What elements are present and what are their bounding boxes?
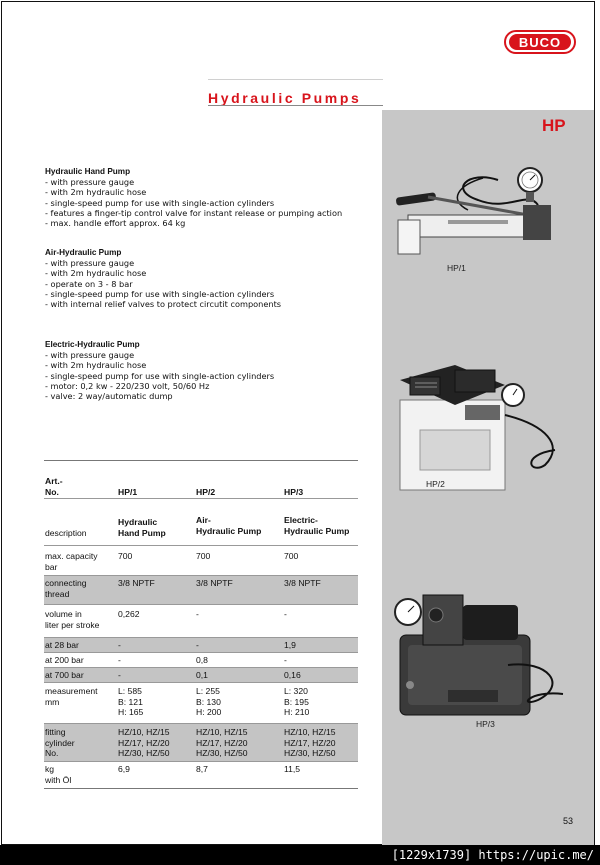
table-cell: HP/1 <box>118 487 138 497</box>
table-cell: - <box>118 640 121 650</box>
table-cell: HZ/10, HZ/15 HZ/17, HZ/20 HZ/30, HZ/50 <box>196 727 248 758</box>
title-rule <box>208 105 383 106</box>
table-cell: at 700 bar <box>45 670 84 680</box>
table-cell: - <box>284 655 287 665</box>
table-row <box>44 683 358 724</box>
watermark-text[interactable]: [1229x1739] https://upic.me/ <box>391 848 594 862</box>
feature-item: - with internal relief valves to protect circutit components <box>45 299 282 310</box>
table-row <box>44 461 358 499</box>
caption-hp3: HP/3 <box>476 719 495 729</box>
svg-text:BUCO: BUCO <box>518 35 562 50</box>
table-cell: Hydraulic Hand Pump <box>118 517 166 538</box>
table-cell: volume in liter per stroke <box>45 609 100 630</box>
table-cell: measurement mm <box>45 686 98 707</box>
table-cell: 11,5 <box>284 764 301 774</box>
feature-item: - with pressure gauge <box>45 258 135 269</box>
table-row <box>44 638 358 653</box>
table-cell: HP/3 <box>284 487 304 497</box>
table-row <box>44 605 358 638</box>
product-electric-pump <box>45 340 274 401</box>
feature-item: - with 2m hydraulic hose <box>45 360 147 371</box>
table-row <box>44 499 358 546</box>
electric-hydraulic-pump-photo <box>388 590 578 725</box>
product-air-pump <box>45 248 281 309</box>
product-heading: Hydraulic Hand Pump <box>45 167 131 176</box>
table-cell: - <box>284 609 287 619</box>
feature-item: - with pressure gauge <box>45 177 135 188</box>
table-cell: kg with Öl <box>45 764 72 785</box>
table-cell: 1,9 <box>284 640 296 650</box>
table-cell: 8,7 <box>196 764 208 774</box>
table-cell: at 200 bar <box>45 655 84 665</box>
air-hydraulic-pump-photo <box>395 355 575 495</box>
table-cell: 700 <box>118 551 133 561</box>
table-cell: connecting thread <box>45 578 87 599</box>
table-cell: Art.- No. <box>45 476 63 497</box>
table-cell: - <box>196 609 199 619</box>
title-top-rule <box>208 79 383 80</box>
feature-item: - with 2m hydraulic hose <box>45 187 147 198</box>
table-cell: L: 585 B: 121 H: 165 <box>118 686 144 717</box>
table-cell: 0,16 <box>284 670 301 680</box>
watermark-bar <box>0 845 600 865</box>
table-cell: 3/8 NPTF <box>196 578 233 588</box>
table-cell: 0,1 <box>196 670 208 680</box>
feature-item: - valve: 2 way/automatic dump <box>45 391 173 402</box>
feature-item: - single-speed pump for use with single-action cylinders <box>45 370 275 381</box>
page-number: 53 <box>563 816 574 826</box>
caption-hp1: HP/1 <box>447 263 466 273</box>
table-cell: 700 <box>196 551 211 561</box>
spec-table <box>44 460 358 789</box>
feature-item: - with 2m hydraulic hose <box>45 268 147 279</box>
table-row <box>44 724 358 762</box>
table-cell: at 28 bar <box>45 640 79 650</box>
table-cell: HZ/10, HZ/15 HZ/17, HZ/20 HZ/30, HZ/50 <box>284 727 336 758</box>
page-title: Hydraulic Pumps <box>208 90 362 106</box>
table-cell: L: 255 B: 130 H: 200 <box>196 686 222 717</box>
product-heading: Air-Hydraulic Pump <box>45 248 122 257</box>
table-cell: 0,262 <box>118 609 140 619</box>
table-cell: - <box>118 670 121 680</box>
table-cell: Air- Hydraulic Pump <box>196 515 262 536</box>
table-cell: 3/8 NPTF <box>284 578 321 588</box>
table-cell: max. capacity bar <box>45 551 98 572</box>
table-row <box>44 762 358 789</box>
table-row <box>44 653 358 668</box>
feature-item: - single-speed pump for use with single-action cylinders <box>45 197 275 208</box>
hand-pump-photo <box>388 160 558 260</box>
table-row <box>44 668 358 683</box>
table-row <box>44 576 358 605</box>
feature-item: - with pressure gauge <box>45 350 135 361</box>
table-cell: HZ/10, HZ/15 HZ/17, HZ/20 HZ/30, HZ/50 <box>118 727 170 758</box>
feature-item: - features a finger-tip control valve for instant release or pumping action <box>45 207 343 218</box>
table-cell: fitting cylinder No. <box>45 727 75 758</box>
product-heading: Electric-Hydraulic Pump <box>45 340 140 349</box>
table-cell: - <box>118 655 121 665</box>
table-cell: 0,8 <box>196 655 208 665</box>
table-cell: L: 320 B: 195 H: 210 <box>284 686 310 717</box>
table-cell: - <box>196 640 199 650</box>
table-cell: 700 <box>284 551 299 561</box>
table-cell: 3/8 NPTF <box>118 578 155 588</box>
feature-item: - motor: 0,2 kw - 220/230 volt, 50/60 Hz <box>45 380 210 391</box>
feature-item: - single-speed pump for use with single-action cylinders <box>45 288 275 299</box>
table-cell: Electric- Hydraulic Pump <box>284 515 350 536</box>
caption-hp2: HP/2 <box>426 479 445 489</box>
table-cell: HP/2 <box>196 487 216 497</box>
section-tag: HP <box>542 116 566 135</box>
table-row <box>44 546 358 576</box>
table-cell: description <box>45 527 87 538</box>
feature-item: - max. handle effort approx. 64 kg <box>45 218 186 229</box>
feature-item: - operate on 3 - 8 bar <box>45 278 133 289</box>
buco-logo <box>504 30 576 54</box>
table-cell: 6,9 <box>118 764 130 774</box>
product-hand-pump <box>45 167 342 228</box>
